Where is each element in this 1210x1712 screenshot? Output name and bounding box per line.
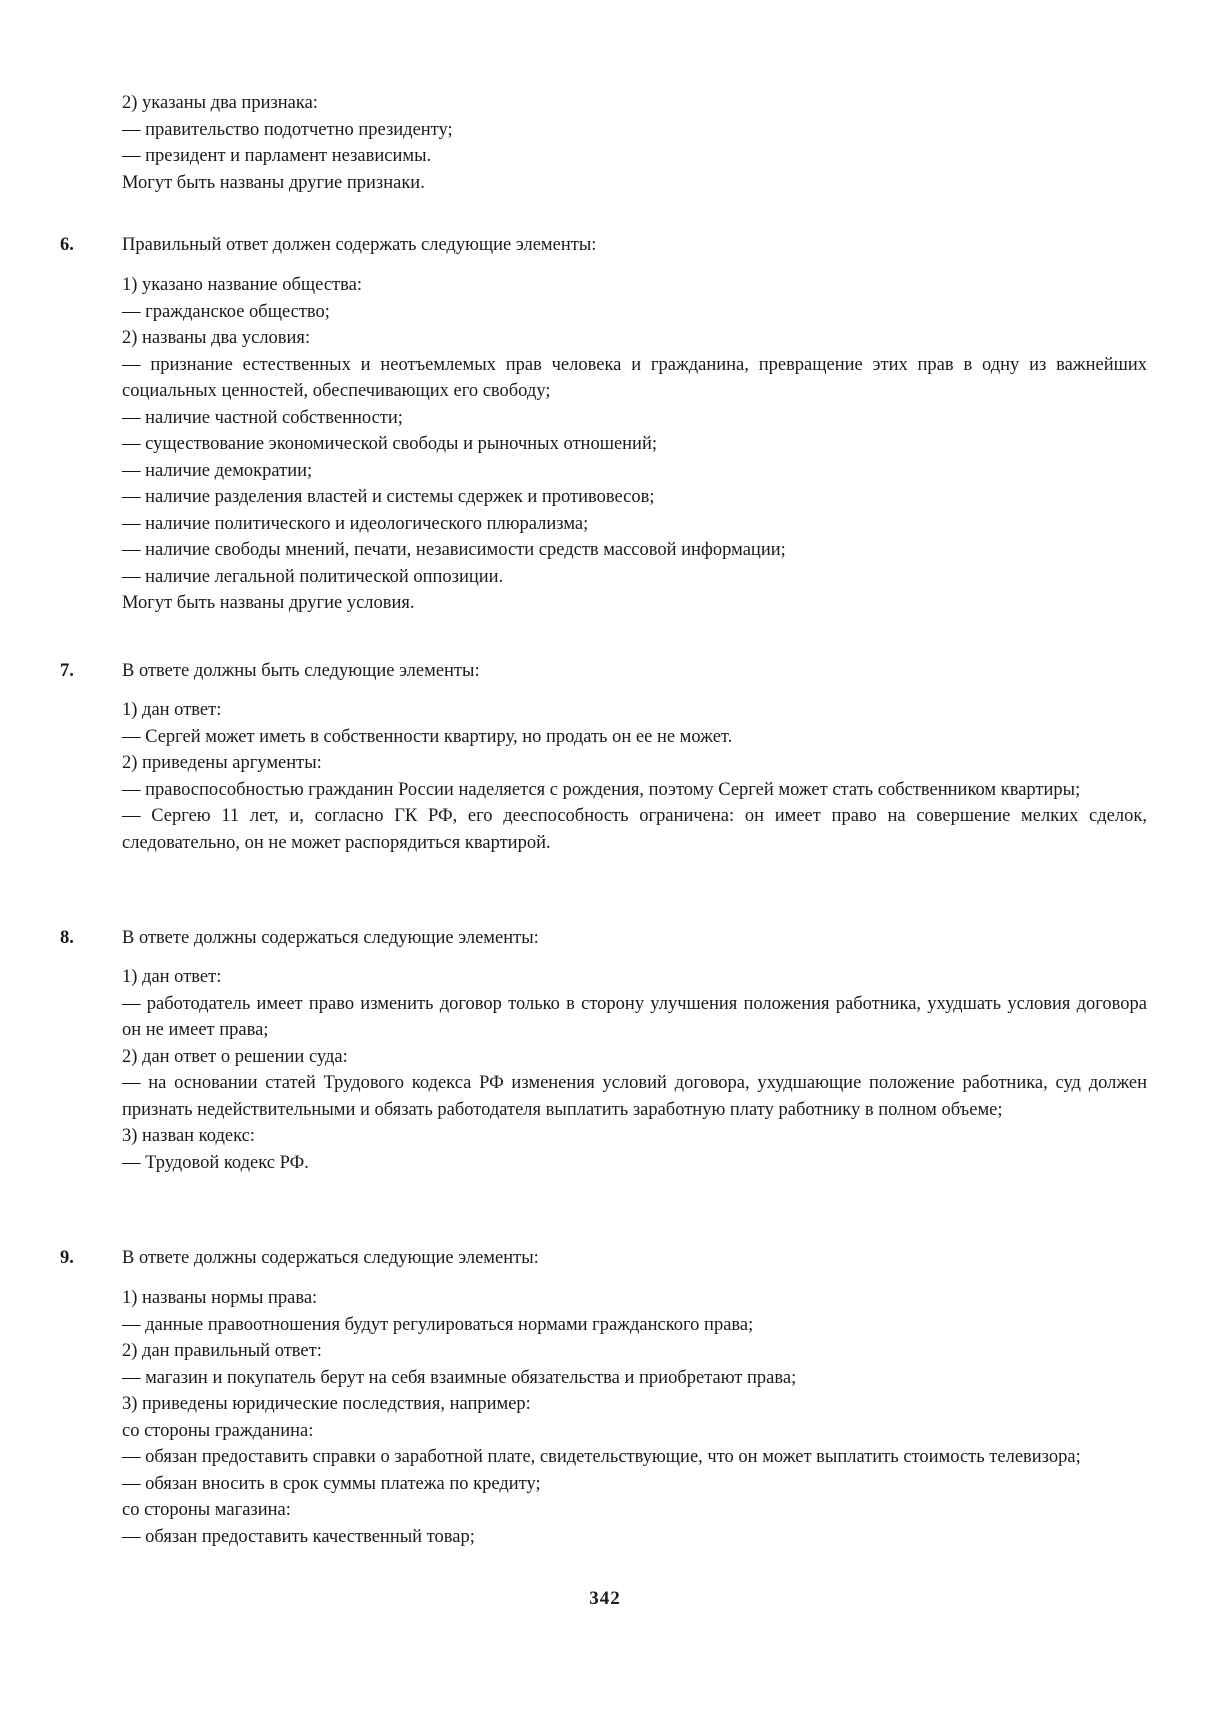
text-line: — наличие разделения властей и системы сдержек и противовесов; xyxy=(122,487,655,507)
text-line: 1) дан ответ: xyxy=(122,967,222,987)
answer-block-8 xyxy=(122,964,1147,1176)
question-heading-8: В ответе должны содержаться следующие элементы: xyxy=(122,928,539,948)
text-line: 1) названы нормы права: xyxy=(122,1288,318,1308)
text-line: — работодатель имеет право изменить договор только в сторону улучшения положения работника, ухудшать условия договора он не имеет права; xyxy=(122,993,1147,1040)
text-line: — обязан предоставить справки о заработной плате, свидетельствующие, что он может выплатить стоимость телевизора; xyxy=(122,1447,1081,1467)
question-heading-6: Правильный ответ должен содержать следующие элементы: xyxy=(122,235,597,255)
text-line: — наличие политического и идеологического плюрализма; xyxy=(122,513,589,534)
text-line: — наличие легальной политической оппозиции. xyxy=(122,566,504,587)
text-line: 2) названы два условия: xyxy=(122,328,311,348)
text-line: 3) назван кодекс: xyxy=(122,1126,255,1146)
text-line: — Трудовой кодекс РФ. xyxy=(122,1152,309,1173)
text-line: — наличие свободы мнений, печати, независимости средств массовой информации; xyxy=(122,540,786,560)
question-number-9: 9. xyxy=(60,1248,74,1268)
text-line: — гражданское общество; xyxy=(122,301,330,322)
text-line: — наличие частной собственности; xyxy=(122,407,403,428)
text-line: 3) приведены юридические последствия, например: xyxy=(122,1394,531,1414)
text-line: — обязан предоставить качественный товар; xyxy=(122,1526,475,1547)
text-line: — магазин и покупатель берут на себя взаимные обязательства и приобретают права; xyxy=(122,1367,797,1388)
text-line: 2) дан ответ о решении суда: xyxy=(122,1046,348,1067)
question-heading-9: В ответе должны содержаться следующие элементы: xyxy=(122,1248,539,1268)
answer-block-9 xyxy=(122,1285,1147,1550)
text-line: 1) дан ответ: xyxy=(122,700,222,720)
text-line: — на основании статей Трудового кодекса РФ изменения условий договора, ухудшающие положение работника, суд должен признать недействительными и обязать работодателя выплатить заработную плату работнику в полном объеме; xyxy=(122,1073,1147,1120)
question-heading-7: В ответе должны быть следующие элементы: xyxy=(122,661,480,681)
text-line: — наличие демократии; xyxy=(122,460,313,481)
answer-block-6 xyxy=(122,272,1147,617)
top-block xyxy=(122,90,1147,196)
page-number: 342 xyxy=(589,1588,621,1609)
text-line: со стороны гражданина: xyxy=(122,1420,314,1441)
text-line: — правительство подотчетно президенту; xyxy=(122,119,453,140)
text-line: 1) указано название общества: xyxy=(122,275,362,295)
text-line: — Сергею 11 лет, и, согласно ГК РФ, его дееспособность ограничена: он имеет право на совершение мелких сделок, следовательно, он не может распорядиться квартирой. xyxy=(122,806,1147,853)
text-line: — данные правоотношения будут регулироваться нормами гражданского права; xyxy=(122,1314,754,1335)
question-number-6: 6. xyxy=(60,235,74,255)
text-line: — существование экономической свободы и рыночных отношений; xyxy=(122,434,658,454)
text-line: — Сергей может иметь в собственности квартиру, но продать он ее не может. xyxy=(122,726,733,747)
text-line: — правоспособностью гражданин России наделяется с рождения, поэтому Сергей может стать собственником квартиры; xyxy=(122,779,1081,800)
text-line: — обязан вносить в срок суммы платежа по кредиту; xyxy=(122,1473,541,1494)
text-line: 2) приведены аргументы: xyxy=(122,753,322,773)
answer-block-7 xyxy=(122,697,1147,856)
text-line: Могут быть названы другие условия. xyxy=(122,593,415,613)
text-line: — президент и парламент независимы. xyxy=(122,146,432,166)
text-line: Могут быть названы другие признаки. xyxy=(122,172,425,193)
text-line: 2) указаны два признака: xyxy=(122,93,318,113)
text-line: — признание естественных и неотъемлемых прав человека и гражданина, превращение этих прав в одну из важнейших социальных ценностей, обеспечивающих его свободу; xyxy=(122,354,1147,401)
question-number-7: 7. xyxy=(60,661,74,681)
text-line: со стороны магазина: xyxy=(122,1500,291,1520)
question-number-8: 8. xyxy=(60,928,74,948)
text-line: 2) дан правильный ответ: xyxy=(122,1341,322,1361)
